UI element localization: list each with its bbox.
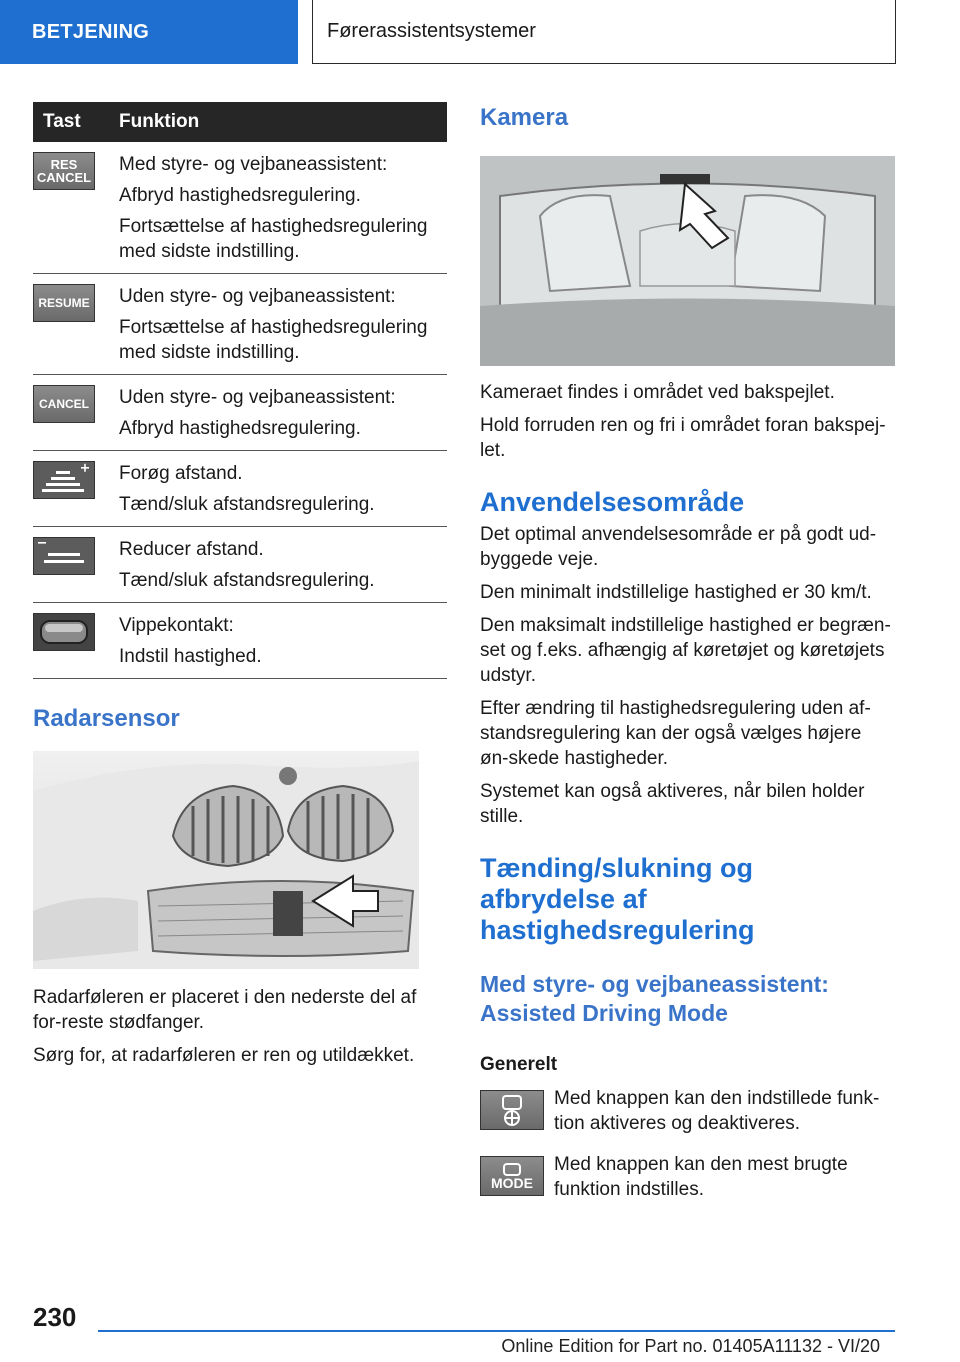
usage-text-1: Det optimal anvendelsesområde er på godt ud-byggede veje. bbox=[480, 524, 877, 570]
usage-text-4: Efter ændring til hastighedsregulering uden af-standsregulering kan der også vælges højere øn-skede hastigheder. bbox=[480, 698, 871, 769]
mode-button-row bbox=[480, 1152, 895, 1202]
row-text: Afbryd hastighedsregulering. bbox=[119, 185, 361, 206]
row-text: Reducer afstand. bbox=[119, 539, 264, 560]
mode-label: MODE bbox=[491, 1174, 533, 1191]
usage-text-2: Den minimalt indstillelige hastighed er 30 km/t. bbox=[480, 582, 872, 603]
chapter-title: Førerassistentsystemer bbox=[327, 20, 536, 42]
table-row bbox=[33, 142, 447, 274]
usage-text-3: Den maksimalt indstillelige hastighed er begræn-set og f.eks. afhængig af køretøjet og køretøjets udstyr. bbox=[480, 615, 891, 686]
footer-divider bbox=[98, 1330, 895, 1332]
radar-text-1: Radarføleren er placeret i den nederste del af for-reste stødfanger. bbox=[33, 987, 417, 1033]
table-row bbox=[33, 603, 447, 679]
row-text: Indstil hastighed. bbox=[119, 646, 262, 667]
usage-heading: Anvendelsesområde bbox=[480, 487, 745, 517]
table-row bbox=[33, 274, 447, 375]
adm-text-2: Med knappen kan den mest brugte funktion indstilles. bbox=[554, 1154, 848, 1200]
resume-button-icon: RESUME bbox=[33, 284, 95, 322]
col-header-key: Tast bbox=[33, 102, 119, 142]
col-header-function: Funktion bbox=[119, 102, 447, 142]
assisted-driving-button-icon bbox=[480, 1090, 544, 1130]
cancel-button-icon: CANCEL bbox=[33, 385, 95, 423]
left-column bbox=[33, 102, 447, 1076]
radar-heading: Radarsensor bbox=[33, 705, 180, 732]
row-text: Uden styre- og vejbaneassistent: bbox=[119, 286, 396, 307]
onoff-heading: Tænding/slukning og afbrydelse af hastighedsregulering bbox=[480, 853, 755, 945]
onoff-subheading: Med styre- og vejbaneassistent: Assisted Driving Mode bbox=[480, 971, 829, 1026]
table-row bbox=[33, 527, 447, 603]
section-title: BETJENING bbox=[32, 20, 150, 43]
page-number: 230 bbox=[33, 1302, 77, 1332]
mode-button-icon bbox=[480, 1156, 544, 1196]
row-text: Fortsættelse af hastighedsregulering med sidste indstilling. bbox=[119, 317, 428, 363]
row-text: Afbryd hastighedsregulering. bbox=[119, 418, 361, 439]
camera-text-2: Hold forruden ren og fri i området foran bakspej-let. bbox=[480, 415, 886, 461]
right-column bbox=[480, 102, 895, 1202]
row-text: Tænd/sluk afstandsregulering. bbox=[119, 570, 375, 591]
adm-button-row bbox=[480, 1086, 895, 1136]
row-text: Tænd/sluk afstandsregulering. bbox=[119, 494, 375, 515]
chapter-header bbox=[312, 0, 896, 64]
camera-image bbox=[480, 156, 895, 366]
row-text: Fortsættelse af hastighedsregulering med sidste indstilling. bbox=[119, 216, 428, 262]
res-cancel-button-icon: RES CANCEL bbox=[33, 152, 95, 190]
adm-text-1: Med knappen kan den indstillede funk-tion aktiveres og deaktiveres. bbox=[554, 1088, 880, 1134]
row-text: Vippekontakt: bbox=[119, 615, 234, 636]
row-text: Med styre- og vejbaneassistent: bbox=[119, 154, 388, 175]
radar-text-2: Sørg for, at radarføleren er ren og utildækket. bbox=[33, 1045, 415, 1066]
row-text: Forøg afstand. bbox=[119, 463, 243, 484]
key-function-table bbox=[33, 102, 447, 679]
general-heading: Generelt bbox=[480, 1054, 558, 1075]
distance-increase-icon bbox=[33, 461, 95, 499]
distance-decrease-icon bbox=[33, 537, 95, 575]
rocker-switch-icon bbox=[33, 613, 95, 651]
usage-text-5: Systemet kan også aktiveres, når bilen holder stille. bbox=[480, 781, 865, 827]
table-row bbox=[33, 451, 447, 527]
camera-text-1: Kameraet findes i området ved bakspejlet. bbox=[480, 382, 835, 403]
row-text: Uden styre- og vejbaneassistent: bbox=[119, 387, 396, 408]
section-tab bbox=[0, 0, 298, 64]
table-row bbox=[33, 375, 447, 451]
edition-info: Online Edition for Part no. 01405A11132 - VI/20 bbox=[501, 1336, 880, 1356]
radar-sensor-image bbox=[33, 751, 419, 969]
camera-heading: Kamera bbox=[480, 104, 569, 131]
